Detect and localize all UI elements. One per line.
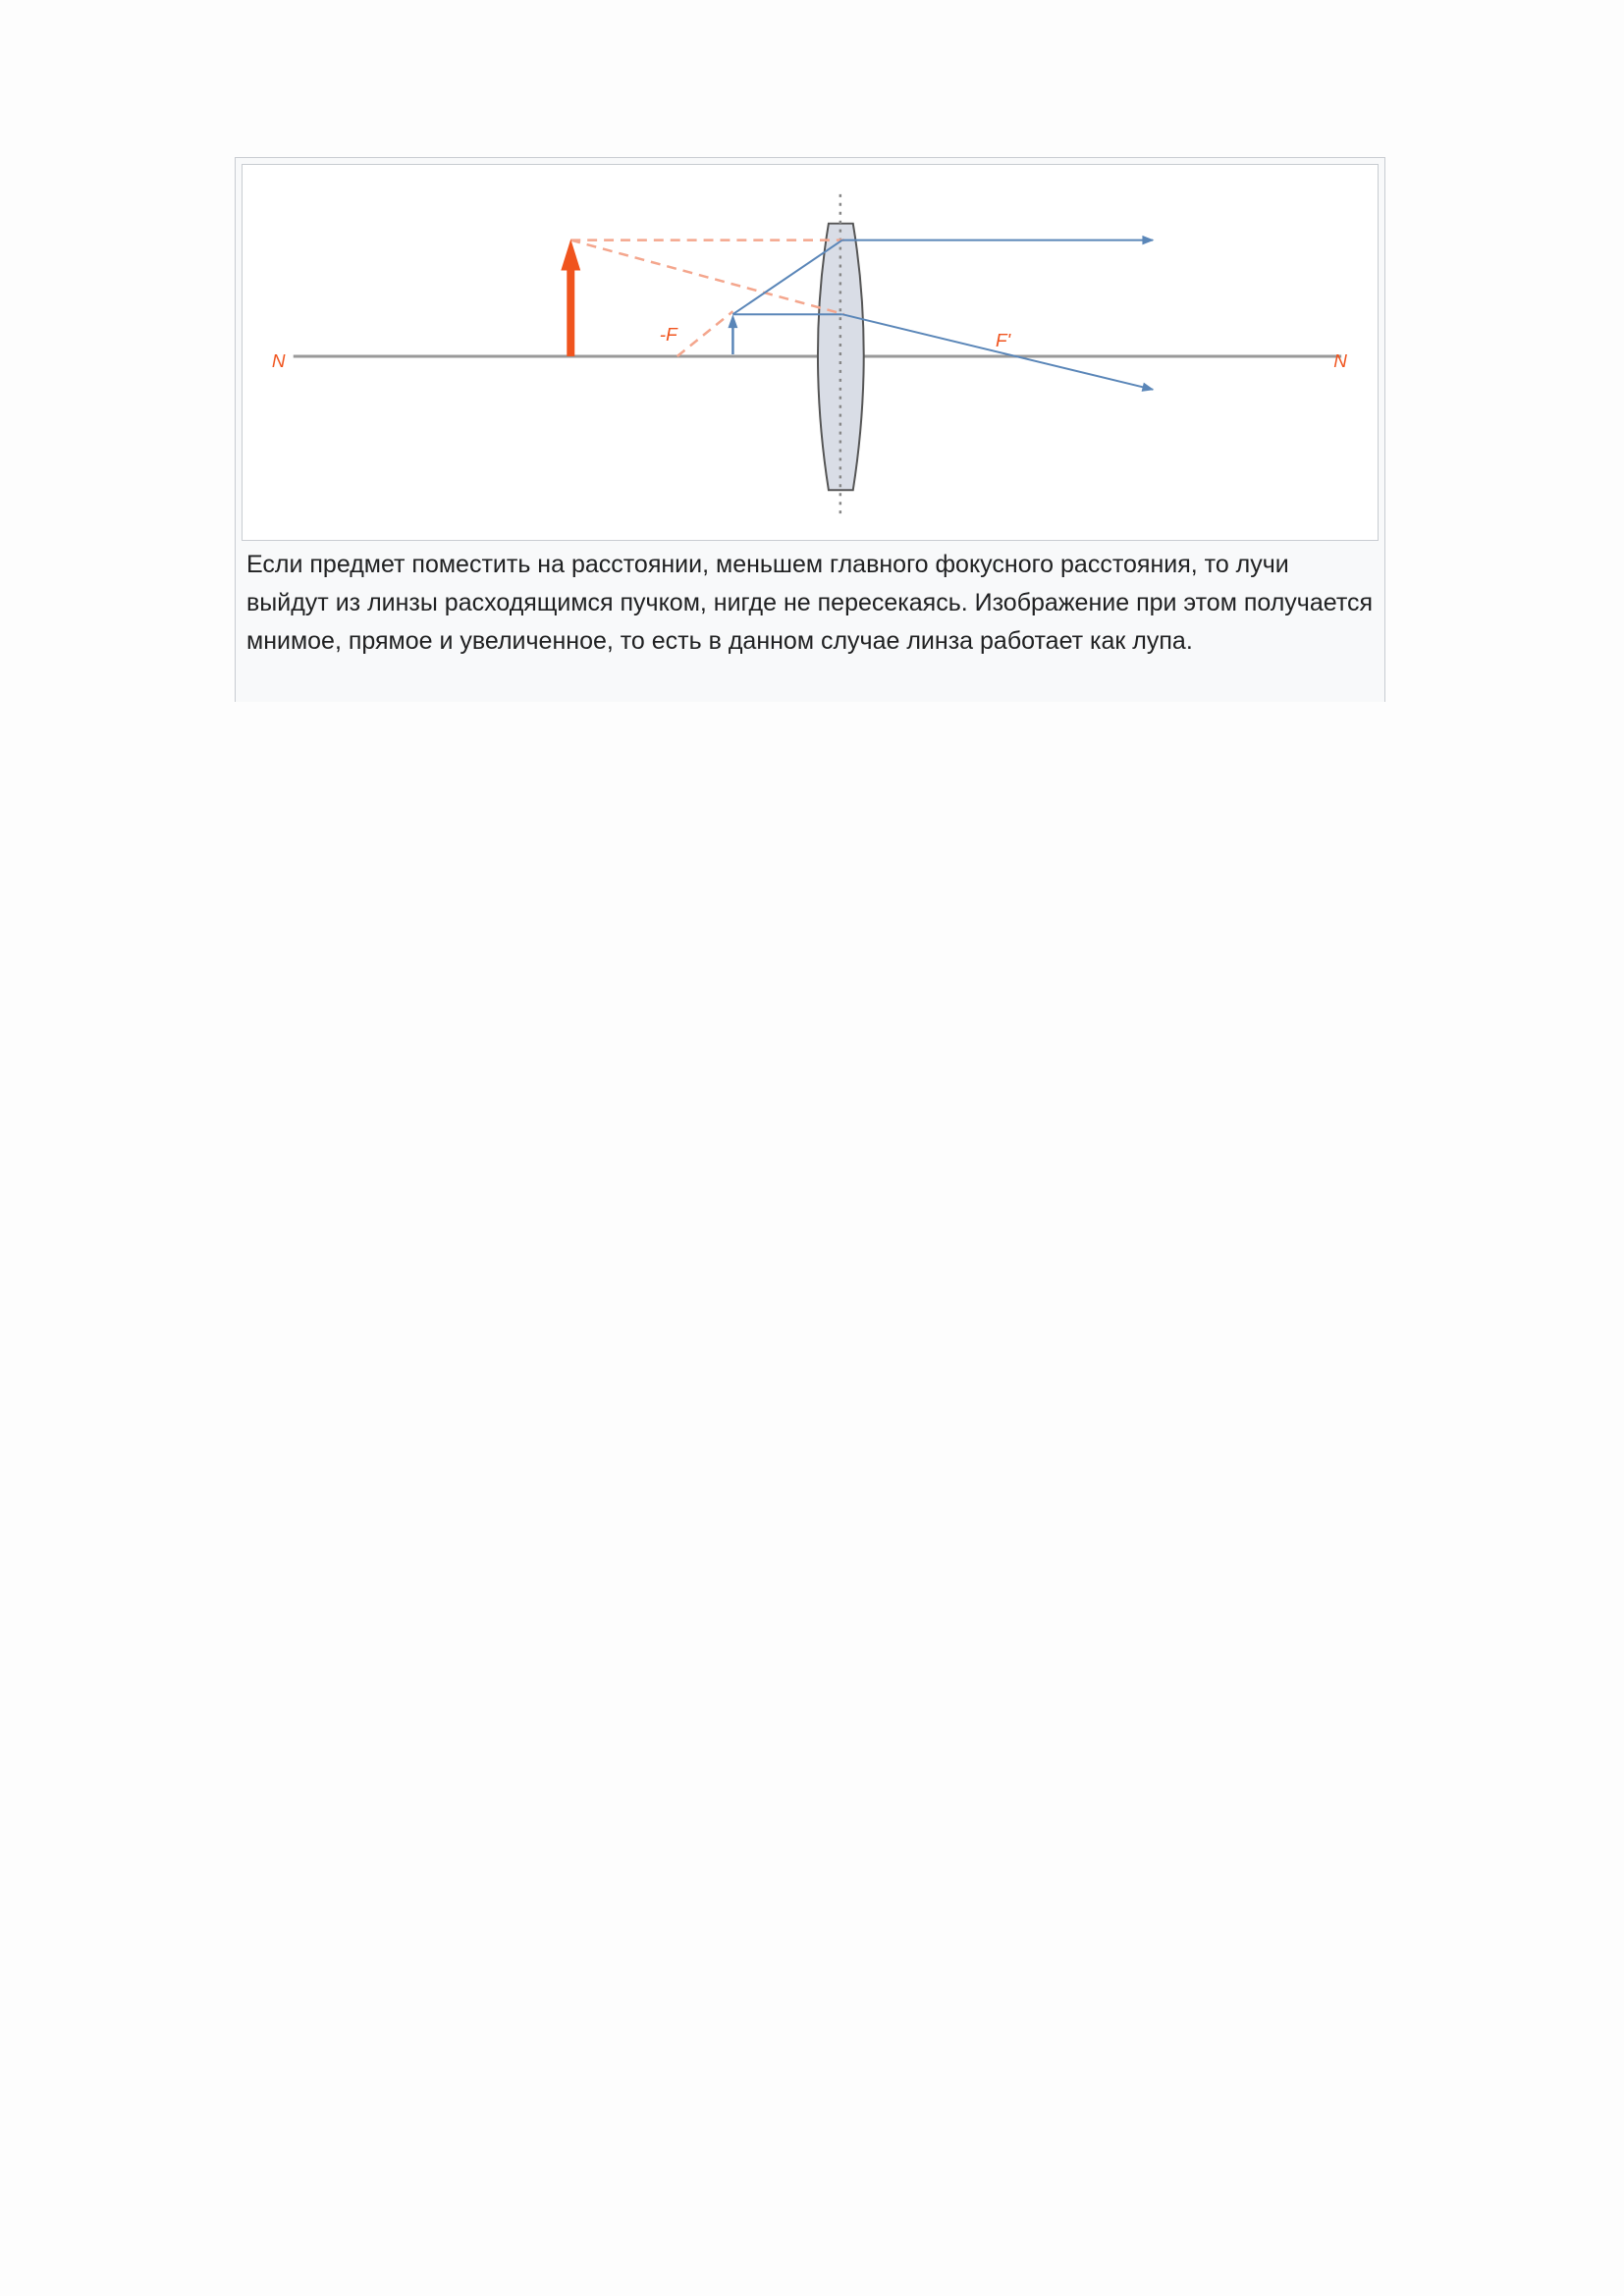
front-focus-label: -F	[659, 325, 677, 347]
axis-label-left: N	[271, 350, 286, 372]
object-arrow-head	[728, 314, 737, 328]
figure-caption: Если предмет поместить на расстоянии, меньшем главного фокусного расстояния, то лучи выйдут из линзы расходящимся пучком, нигде не пересекаясь. Изображение при этом получается мнимое, прямое и увеличенное, то есть в данном случае линза работает как лупа.	[246, 551, 1374, 655]
axis-label-right: N	[1333, 350, 1347, 372]
real-ray-lower-out	[842, 314, 1153, 390]
image-arrow	[567, 266, 574, 356]
image-arrow-head	[561, 240, 580, 271]
lens-diagram	[242, 164, 1379, 541]
virtual-ray-through-center	[570, 240, 844, 315]
virtual-ray-focus	[677, 311, 733, 356]
back-focus-label: F'	[996, 331, 1011, 352]
